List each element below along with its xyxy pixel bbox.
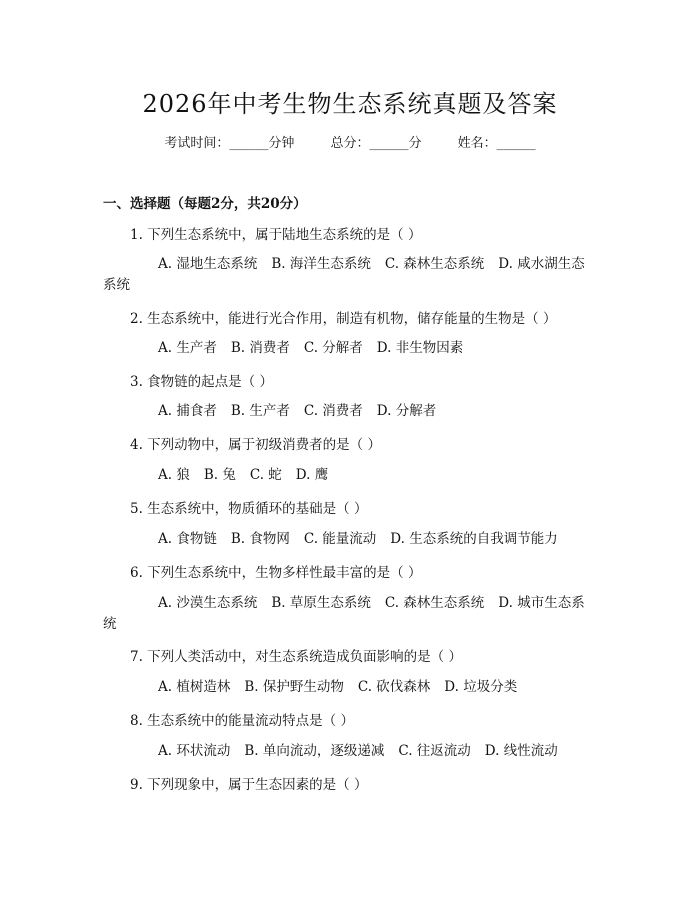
question-options <box>103 741 593 762</box>
question-options <box>103 593 593 635</box>
option: C. 往返流动 <box>398 743 471 759</box>
page-title: 2026年中考生物生态系统真题及答案 <box>142 90 558 118</box>
question-stem: 4. 下列动物中，属于初级消费者的是（ ） <box>130 437 381 453</box>
option: B. 食物网 <box>230 531 290 547</box>
exam-info-line <box>0 132 700 151</box>
question-stem: 2. 生态系统中，能进行光合作用，制造有机物，储存能量的生物是（ ） <box>130 311 557 327</box>
option: A. 湿地生态系统 <box>158 256 258 272</box>
option: D. 城市生态系统 <box>103 595 585 632</box>
option: B. 海洋生态系统 <box>271 256 371 272</box>
question-stem: 3. 食物链的起点是（ ） <box>130 374 273 390</box>
question-options <box>103 401 593 422</box>
option: D. 生态系统的自我调节能力 <box>390 531 558 547</box>
question-stem: 9. 下列现象中，属于生态因素的是（ ） <box>130 777 368 793</box>
option: A. 捕食者 <box>158 403 217 419</box>
option: D. 鹰 <box>295 467 329 483</box>
option: A. 食物链 <box>158 531 217 547</box>
option: D. 分解者 <box>376 403 437 419</box>
question-options <box>103 465 593 486</box>
option: C. 蛇 <box>249 467 282 483</box>
option: D. 线性流动 <box>484 743 558 759</box>
question-stem: 1. 下列生态系统中，属于陆地生态系统的是（ ） <box>130 227 422 243</box>
option: A. 狼 <box>158 467 190 483</box>
option: C. 消费者 <box>303 403 363 419</box>
option: B. 草原生态系统 <box>271 595 371 611</box>
question-stem: 7. 下列人类活动中，对生态系统造成负面影响的是（ ） <box>130 649 462 665</box>
option: C. 森林生态系统 <box>384 595 485 611</box>
question-options <box>103 529 593 550</box>
question-stem: 8. 生态系统中的能量流动特点是（ ） <box>130 713 354 729</box>
section-heading: 一、选择题（每题2分，共20分） <box>103 196 307 212</box>
option: B. 保护野生动物 <box>244 679 344 695</box>
option: D. 垃圾分类 <box>444 679 518 695</box>
option: C. 森林生态系统 <box>384 256 485 272</box>
option: A. 生产者 <box>158 340 217 356</box>
option: B. 生产者 <box>230 403 290 419</box>
option: A. 植树造林 <box>158 679 231 695</box>
option: C. 砍伐森林 <box>357 679 431 695</box>
option: D. 非生物因素 <box>376 340 464 356</box>
option: C. 分解者 <box>303 340 363 356</box>
option: D. 咸水湖生态系统 <box>103 256 585 293</box>
name-field: 姓名：______ <box>457 136 536 151</box>
question-options <box>103 677 593 698</box>
question-options <box>103 254 593 296</box>
option: A. 环状流动 <box>158 743 231 759</box>
option: B. 兔 <box>203 467 236 483</box>
option: A. 沙漠生态系统 <box>158 595 258 611</box>
question-stem: 6. 下列生态系统中，生物多样性最丰富的是（ ） <box>130 565 422 581</box>
total-score-field: 总分：______分 <box>330 136 422 151</box>
option: B. 消费者 <box>230 340 290 356</box>
option: B. 单向流动，逐级递减 <box>244 743 385 759</box>
exam-time-field: 考试时间：______分钟 <box>164 136 295 151</box>
question-options <box>103 338 593 359</box>
option: C. 能量流动 <box>303 531 377 547</box>
question-stem: 5. 生态系统中，物质循环的基础是（ ） <box>130 501 368 517</box>
